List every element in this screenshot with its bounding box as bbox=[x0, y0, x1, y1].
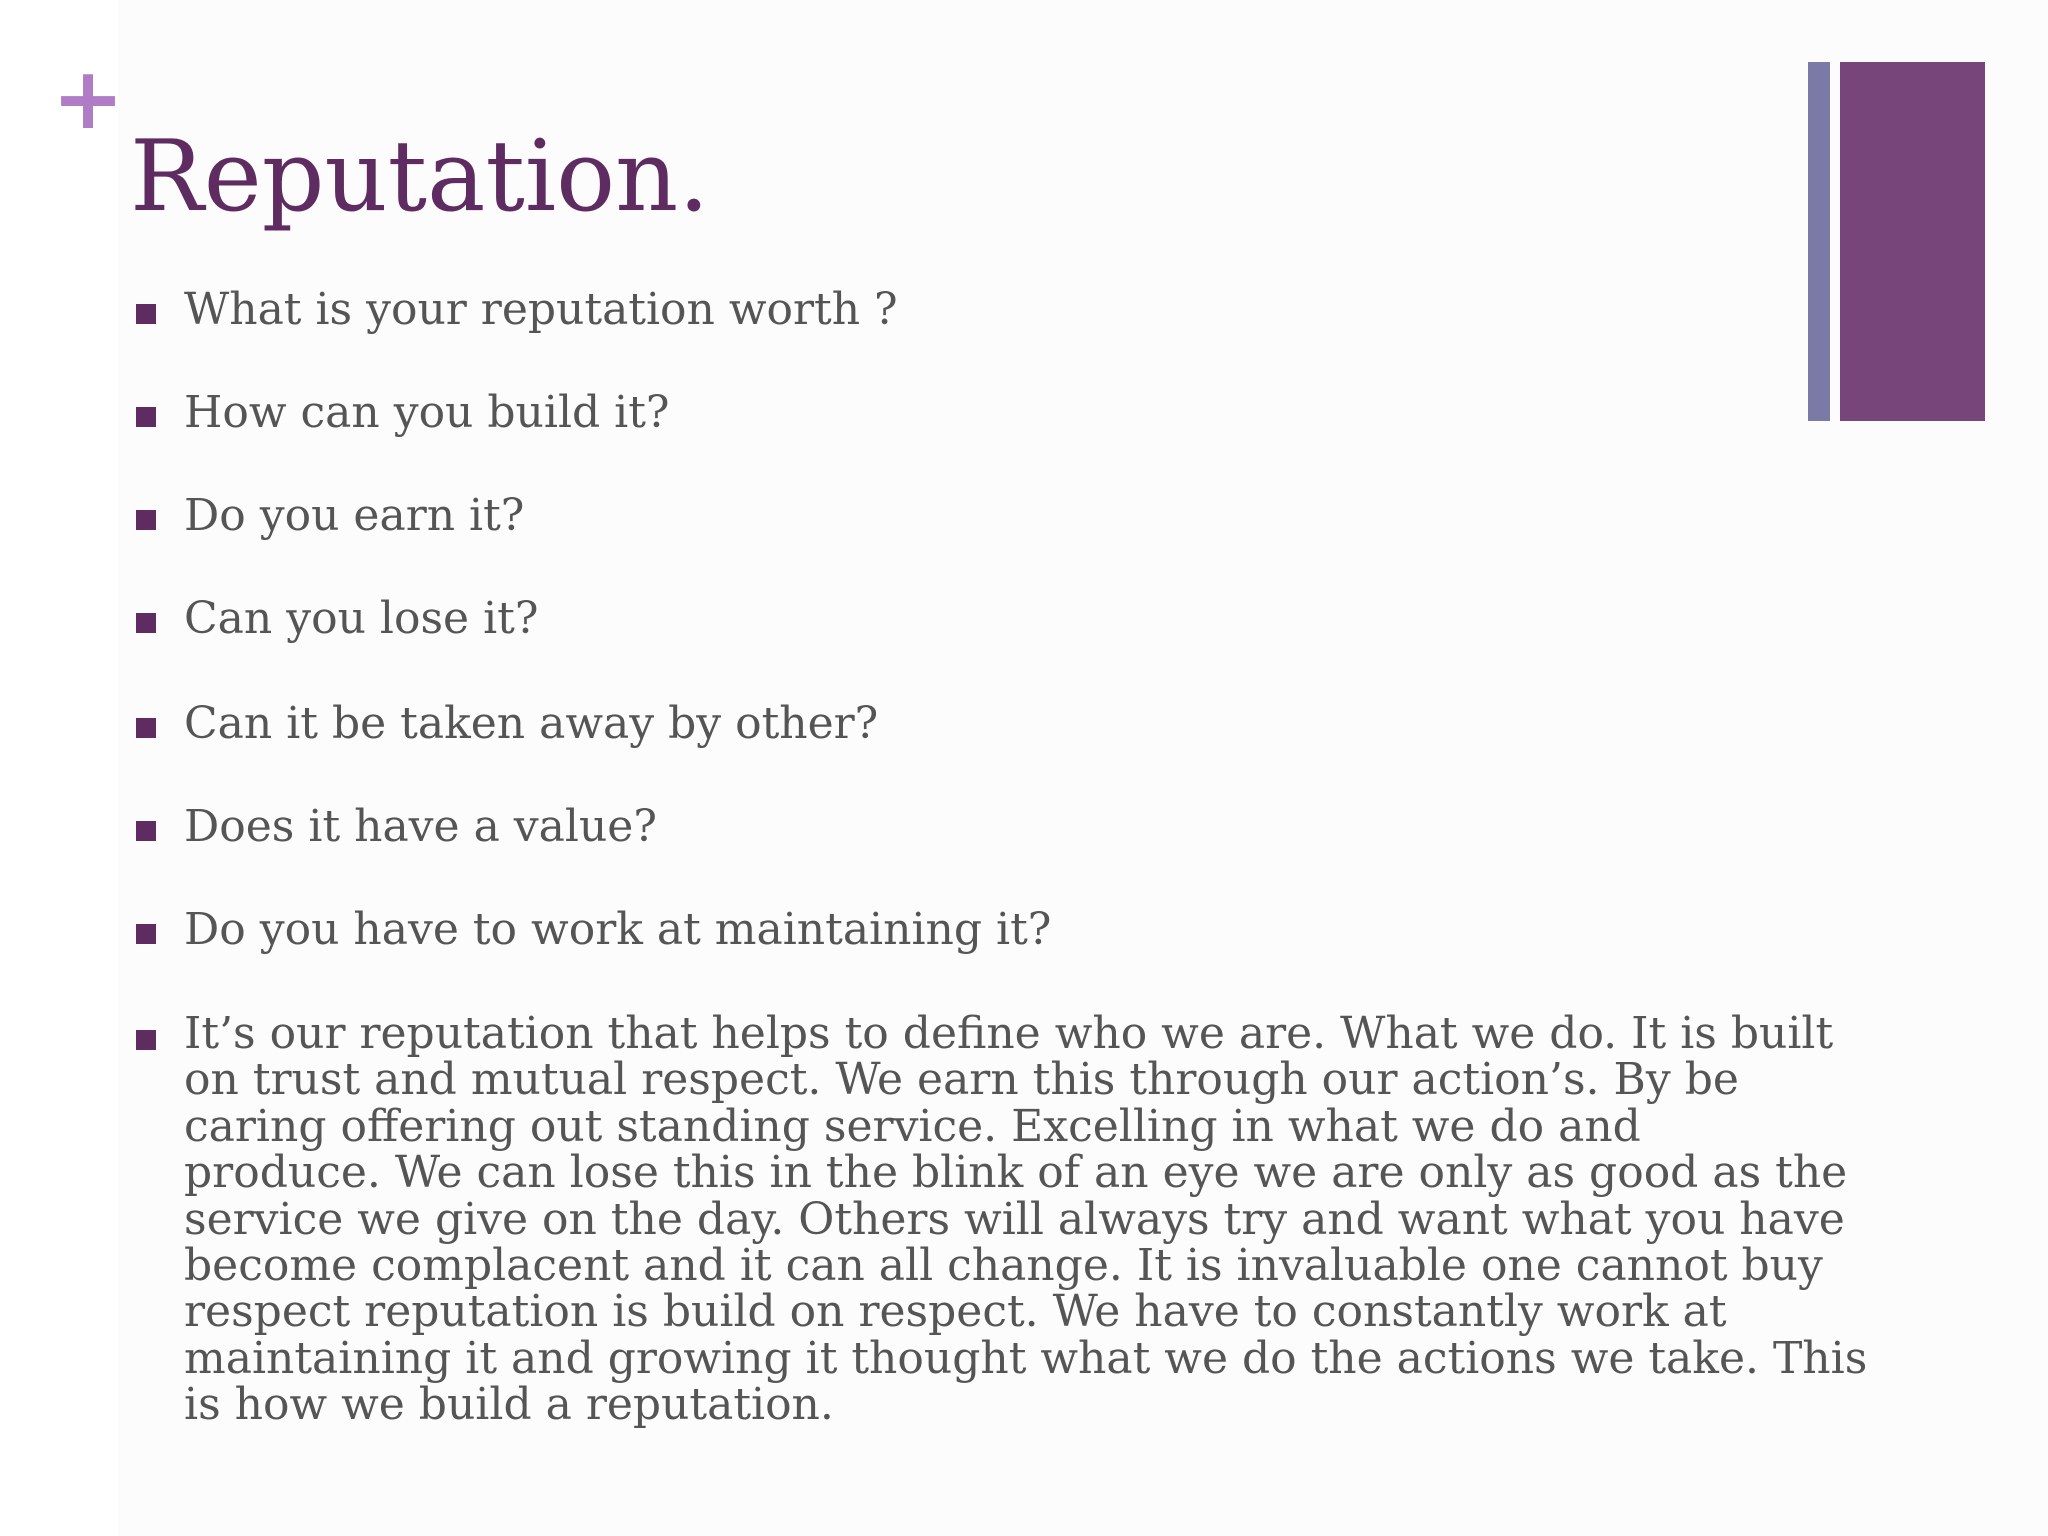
bullet-text: Can you lose it? bbox=[184, 593, 539, 644]
paragraph-line: is how we build a reputation. bbox=[184, 1379, 834, 1431]
bullet-item bbox=[136, 594, 1836, 644]
paragraph-line: respect reputation is build on respect. We have to constantly work at bbox=[184, 1286, 1727, 1338]
bullet-item bbox=[136, 285, 1836, 335]
bullet-item bbox=[136, 905, 1836, 955]
bullet-item-paragraph bbox=[136, 1008, 1868, 1431]
paragraph-line: maintaining it and growing it thought what we do the actions we take. This bbox=[184, 1332, 1868, 1384]
slide-title: Reputation. bbox=[130, 120, 710, 234]
reputation-paragraph bbox=[184, 1008, 1868, 1431]
square-bullet-icon bbox=[136, 407, 156, 427]
square-bullet-icon bbox=[136, 718, 156, 738]
bullet-text: Does it have a value? bbox=[184, 801, 657, 852]
bullet-item bbox=[136, 699, 1836, 749]
square-bullet-icon bbox=[136, 613, 156, 633]
paragraph-line: produce. We can lose this in the blink of an eye we are only as good as the bbox=[184, 1147, 1848, 1199]
bullet-text: Can it be taken away by other? bbox=[184, 698, 879, 749]
plus-mark-icon: + bbox=[52, 49, 125, 149]
square-bullet-icon bbox=[136, 821, 156, 841]
bullet-text: Do you earn it? bbox=[184, 490, 525, 541]
bullet-text: How can you build it? bbox=[184, 387, 670, 438]
square-bullet-icon bbox=[136, 304, 156, 324]
bullet-item bbox=[136, 802, 1836, 852]
paragraph-line: become complacent and it can all change. It is invaluable one cannot buy bbox=[184, 1240, 1823, 1292]
bullet-text: What is your reputation worth ? bbox=[184, 284, 898, 335]
bullet-text: Do you have to work at maintaining it? bbox=[184, 904, 1052, 955]
square-bullet-icon bbox=[136, 924, 156, 944]
paragraph-line: caring offering out standing service. Excelling in what we do and bbox=[184, 1100, 1641, 1152]
square-bullet-icon bbox=[136, 1030, 156, 1050]
bullet-item bbox=[136, 491, 1836, 541]
paragraph-line: on trust and mutual respect. We earn this through our action’s. By be bbox=[184, 1054, 1739, 1106]
square-bullet-icon bbox=[136, 510, 156, 530]
paragraph-line: It’s our reputation that helps to define who we are. What we do. It is built bbox=[184, 1008, 1834, 1059]
paragraph-line: service we give on the day. Others will always try and want what you have bbox=[184, 1193, 1845, 1245]
bullet-item bbox=[136, 388, 1836, 438]
